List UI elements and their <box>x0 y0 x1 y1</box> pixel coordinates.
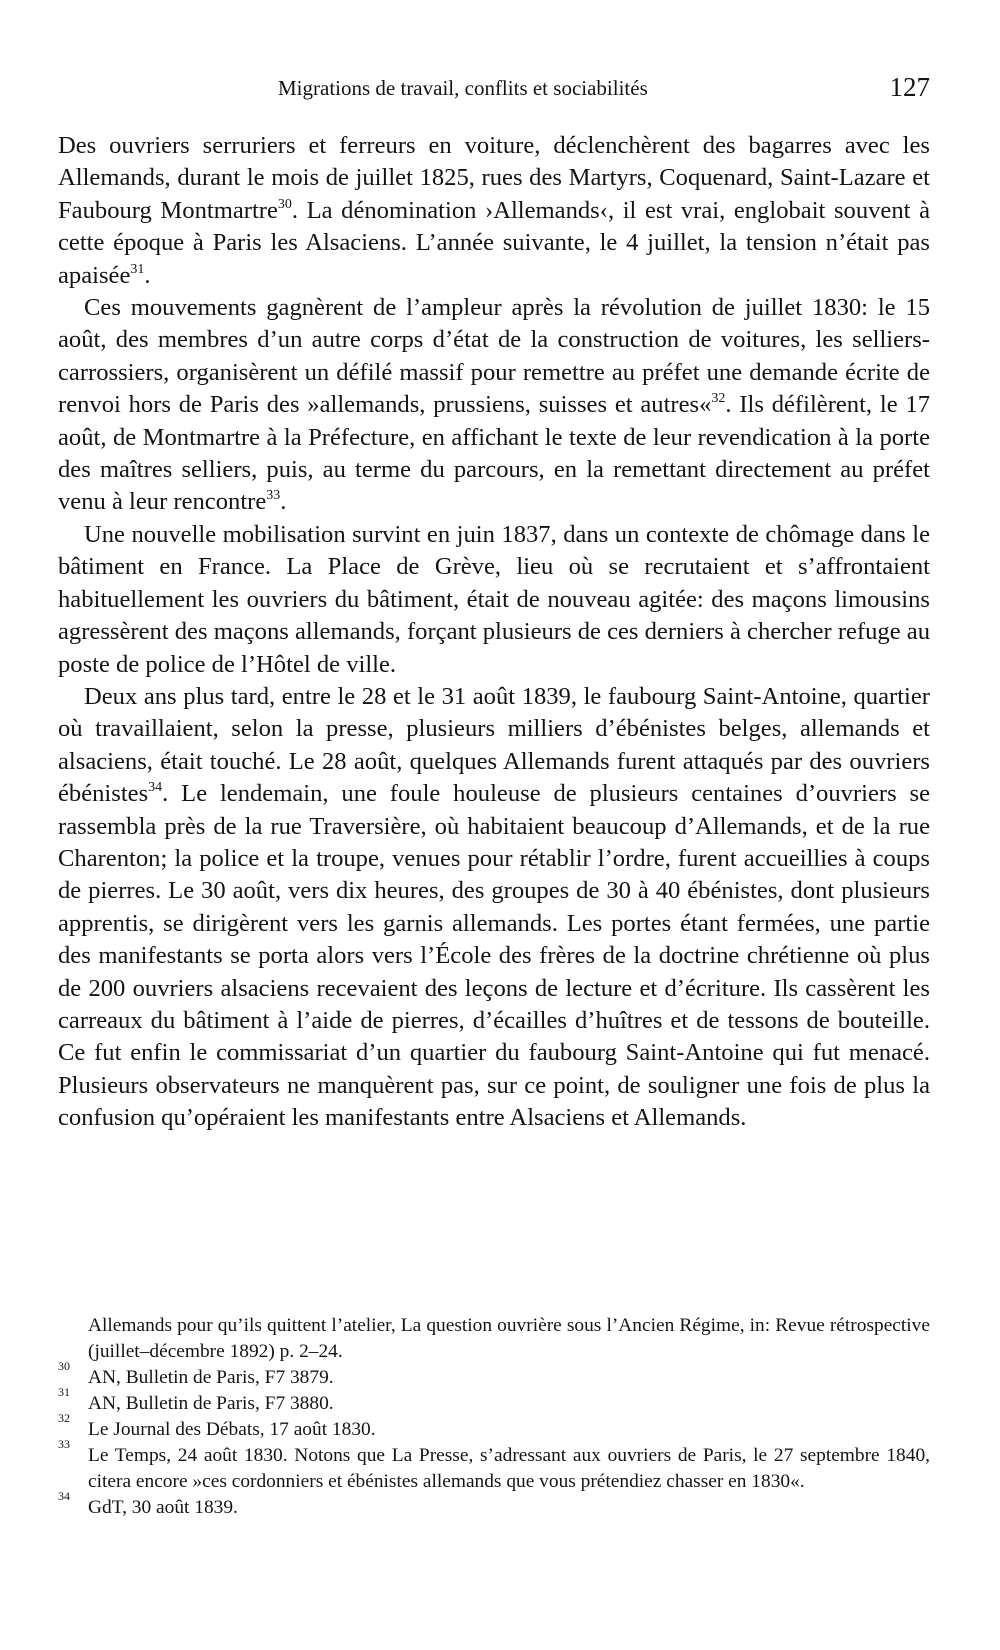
running-title: Migrations de travail, conflits et sociabilités <box>278 76 648 100</box>
footnote-reference: 31 <box>130 261 145 277</box>
footnote <box>58 1359 930 1391</box>
footnote-number: 30 <box>58 1359 70 1373</box>
footnote-text: GdT, 30 août 1839. <box>88 1497 238 1518</box>
footnote-number: 31 <box>58 1385 70 1399</box>
running-head <box>58 72 930 106</box>
footnote-reference: 32 <box>711 391 726 407</box>
footnote-number: 33 <box>58 1437 70 1451</box>
footnote-number: 32 <box>58 1411 70 1425</box>
paragraph <box>58 519 930 681</box>
paragraph-text: . Ils défilèrent, le 17 août, de Montmartre à la Préfecture, en affichant le texte de leur revendication à la porte des maîtres selliers, puis, au terme du parcours, en la remettant directement au préfet venu à leur rencontre <box>58 391 930 516</box>
paragraph <box>58 681 930 1135</box>
paragraph-text: . <box>144 261 151 289</box>
paragraph <box>58 130 930 292</box>
paragraph <box>58 292 930 519</box>
footnote-reference: 34 <box>148 780 163 796</box>
footnote-text: Allemands pour qu’ils quittent l’atelier, La question ouvrière sous l’Ancien Régime, in: Revue rétrospective (juillet–décembre 1892) p. 2–24. <box>88 1315 930 1362</box>
footnote <box>58 1385 930 1417</box>
paragraph-text: Des ouvriers serruriers et ferreurs en voiture, déclenchèrent des bagarres avec les Allemands, durant le mois de juillet 1825, rues des Martyrs, Coquenard, Saint-Lazare et Faubourg Montmartre <box>58 132 930 224</box>
paragraph-text: Ces mouvements gagnèrent de l’ampleur après la révolution de juillet 1830: le 15 août, des membres d’un autre corps d’état de la construction de voitures, les selliers-carrossiers, organisèrent un défilé massif pour remettre au préfet une demande écrite de renvoi hors de Paris des »allemands, prussiens, suisses et autres« <box>58 294 930 419</box>
paragraph-text: . La dénomination ›Allemands‹, il est vrai, englobait souvent à cette époque à Paris les Alsaciens. L’année suivante, le 4 juillet, la tension n’était pas apaisée <box>58 196 930 289</box>
footnote-text: Le Journal des Débats, 17 août 1830. <box>88 1419 376 1440</box>
page-number: 127 <box>889 72 930 102</box>
paragraph-text: . <box>280 488 287 516</box>
footnote <box>58 1411 930 1443</box>
footnote-text: AN, Bulletin de Paris, F7 3879. <box>88 1367 334 1388</box>
footnote <box>58 1489 930 1521</box>
paragraph-text: . Le lendemain, une foule houleuse de plusieurs centaines d’ouvriers se rassembla près de la rue Traversière, où habitaient beaucoup d’Allemands, et de la rue Charenton; la police et la troupe, venues pour rétablir l’ordre, furent accueillies à coups de pierres. Le 30 août, vers dix heures, des groupes de 30 à 40 ébénistes, dont plusieurs apprentis, se dirigèrent vers les garnis allemands. Les portes étant fermées, une partie des manifestants se porta alors vers l’École des frères de la doctrine chrétienne où plus de 200 ouvriers alsaciens recevaient des leçons de lecture et d’écriture. Ils cassèrent les carreaux du bâtiment à l’aide de pierres, d’écailles d’huîtres et de tessons de bouteille. Ce fut enfin le commissariat d’un quartier du faubourg Saint-Antoine qui fut menacé. Plusieurs observateurs ne manquèrent pas, sur ce point, de souligner une fois de plus la confusion qu’opéraient les manifestants entre Alsaciens et Allemands. <box>58 780 930 1132</box>
paragraph-text: Une nouvelle mobilisation survint en juin 1837, dans un contexte de chômage dans le bâtiment en France. La Place de Grève, lieu où se recrutaient et s’affrontaient habituellement les ouvriers du bâtiment, était de nouveau agitée: des maçons limousins agressèrent des maçons allemands, forçant plusieurs de ces derniers à chercher refuge au poste de police de l’Hôtel de ville. <box>58 520 930 678</box>
footnote-number: 34 <box>58 1489 70 1503</box>
footnote-reference: 30 <box>277 196 292 212</box>
paragraph-text: Deux ans plus tard, entre le 28 et le 31 août 1839, le faubourg Saint-Antoine, quartier où travaillaient, selon la presse, plusieurs milliers d’ébénistes belges, allemands et alsaciens, était touché. Le 28 août, quelques Allemands furent attaqués par des ouvriers ébénistes <box>58 682 930 808</box>
footnote-text: Le Temps, 24 août 1830. Notons que La Presse, s’adressant aux ouvriers de Paris, le 27 septembre 1840, citera encore »ces cordonniers et ébénistes allemands que vous prétendiez chasser en 1830«. <box>88 1445 930 1492</box>
footnote-text: AN, Bulletin de Paris, F7 3880. <box>88 1393 334 1414</box>
footnotes <box>58 1313 930 1521</box>
footnote <box>58 1437 930 1495</box>
footnote-continuation <box>58 1313 930 1365</box>
footnote-reference: 33 <box>266 488 281 504</box>
body-text <box>58 130 930 1135</box>
